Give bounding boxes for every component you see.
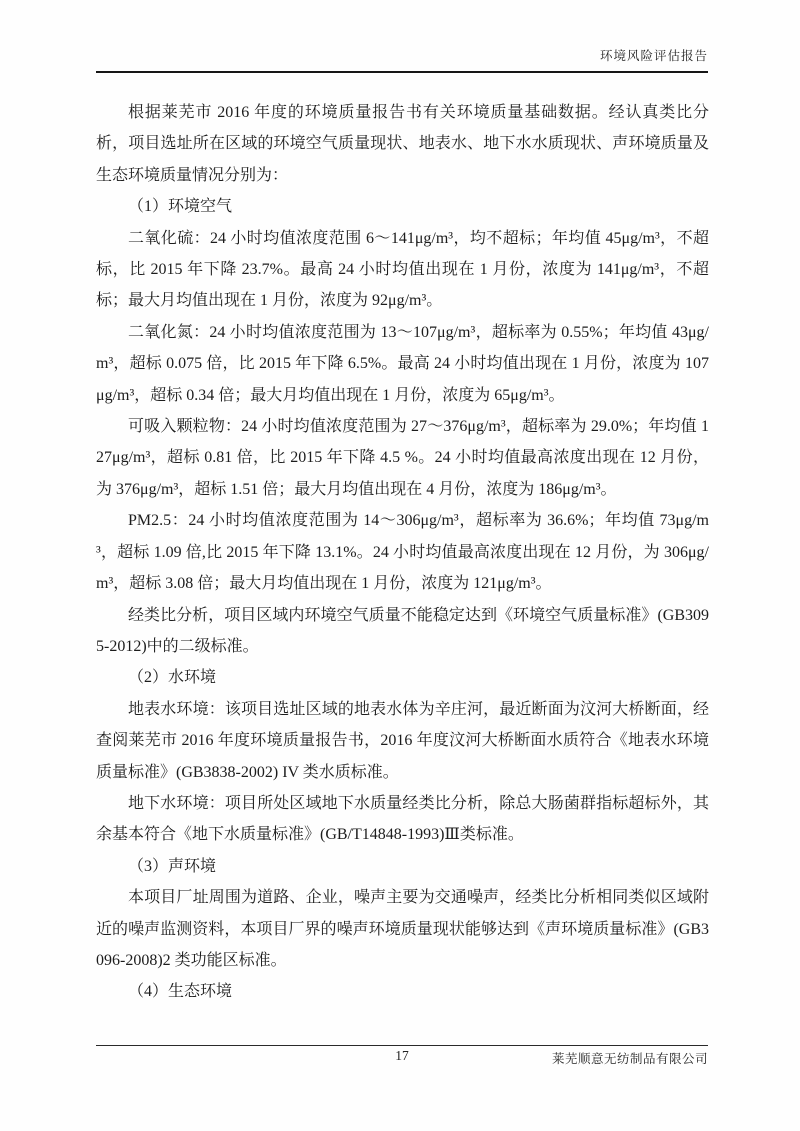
paragraph: 地表水环境：该项目选址区域的地表水体为辛庄河，最近断面为汶河大桥断面，经查阅莱芜市 2016 年度环境质量报告书，2016 年度汶河大桥断面水质符合《地表水环境质量标准》(GB3838-2002) IV 类水质标准。 <box>96 700 709 781</box>
footer-company-name: 莱芜顺意无纺制品有限公司 <box>551 1052 708 1066</box>
paragraph: 二氧化硫：24 小时均值浓度范围 6～141μg/m³，均不超标；年均值 45μg/m³，不超标，比 2015 年下降 23.7%。最高 24 小时均值出现在 1 月份，浓度为 141μg/m³，不超标；最大月均值出现在 1 月份，浓度为 92μg/m³。 <box>96 229 709 310</box>
page-footer <box>96 1045 708 1070</box>
paragraph: 二氧化氮：24 小时均值浓度范围为 13～107μg/m³，超标率为 0.55%；年均值 43μg/m³，超标 0.075 倍，比 2015 年下降 6.5%。最高 24 小时均值出现在 1 月份，浓度为 107μg/m³，超标 0.34 倍；最大月均值出现在 1 月份，浓度为 65μg/m³。 <box>96 323 709 404</box>
section-heading: （4）生态环境 <box>128 983 233 1001</box>
paragraph: 地下水环境：项目所处区域地下水质量经类比分析，除总大肠菌群指标超标外，其余基本符合《地下水质量标准》(GB/T14848-1993)Ⅲ类标准。 <box>96 794 709 844</box>
header-title: 环境风险评估报告 <box>599 49 708 63</box>
document-body <box>96 97 709 1008</box>
paragraph: 根据莱芜市 2016 年度的环境质量报告书有关环境质量基础数据。经认真类比分析，项目选址所在区域的环境空气质量现状、地表水、地下水水质现状、声环境质量及生态环境质量情况分别为： <box>96 104 709 184</box>
paragraph: 可吸入颗粒物：24 小时均值浓度范围为 27～376μg/m³，超标率为 29.0%；年均值 127μg/m³，超标 0.81 倍，比 2015 年下降 4.5 %。24 小时均值最高浓度出现在 12 月份，为 376μg/m³，超标 1.51 倍；最大月均值出现在 4 月份，浓度为 186μg/m³。 <box>96 418 709 498</box>
page-number: 17 <box>395 1048 409 1063</box>
paragraph: 本项目厂址周围为道路、企业，噪声主要为交通噪声，经类比分析相同类似区域附近的噪声监测资料，本项目厂界的噪声环境质量现状能够达到《声环境质量标准》(GB3096-2008)2 类功能区标准。 <box>96 889 709 969</box>
paragraph: PM2.5：24 小时均值浓度范围为 14～306μg/m³，超标率为 36.6%；年均值 73μg/m³，超标 1.09 倍,比 2015 年下降 13.1%。24 小时均值最高浓度出现在 12 月份，为 306μg/m³，超标 3.08 倍；最大月均值出现在 1 月份，浓度为 121μg/m³。 <box>96 512 709 593</box>
page-header <box>96 47 708 73</box>
section-heading: （2）水环境 <box>128 669 217 687</box>
section-heading: （3）声环境 <box>128 857 217 875</box>
paragraph: 经类比分析，项目区域内环境空气质量不能稳定达到《环境空气质量标准》(GB3095-2012)中的二级标准。 <box>96 606 709 655</box>
section-heading: （1）环境空气 <box>128 198 233 216</box>
